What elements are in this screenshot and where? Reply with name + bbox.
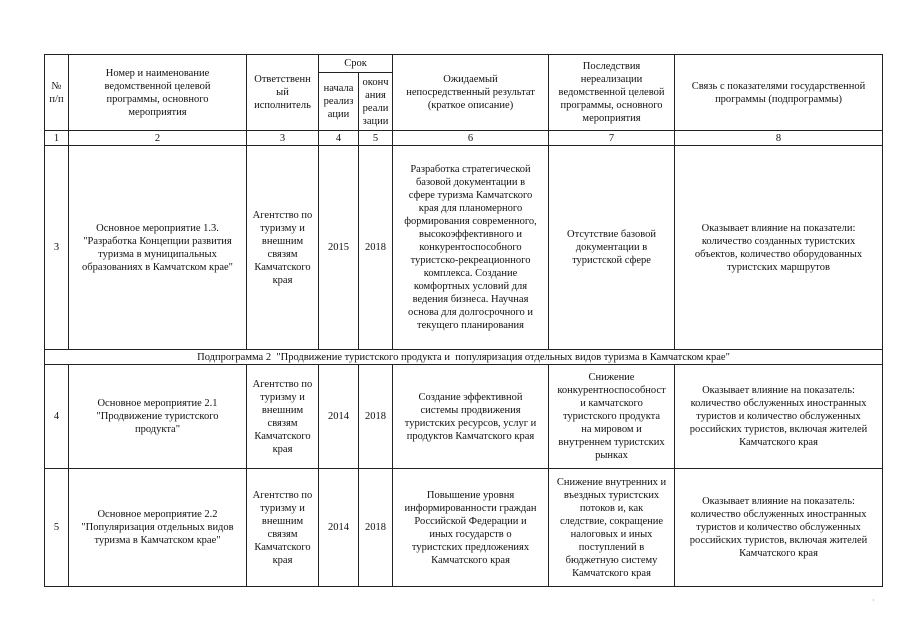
header-consequences: Последствия нереализации ведомственной целевой программы, основного мероприятия — [549, 55, 675, 131]
row-start: 2014 — [319, 469, 359, 587]
header-period: Срок — [319, 55, 393, 73]
row-link: Оказывает влияние на показатель: количество обслуженных иностранных туристов и количество обслуженных российских туристов, включая жителей Камчатского края — [675, 365, 883, 469]
row-start: 2015 — [319, 146, 359, 350]
header-expected: Ожидаемый непосредственный результат (краткое описание) — [393, 55, 549, 131]
header-program: Номер и наименование ведомственной целевой программы, основного мероприятия — [69, 55, 247, 131]
row-expected: Создание эффективной системы продвижения туристских ресурсов, услуг и продуктов Камчатского края — [393, 365, 549, 469]
row-end: 2018 — [359, 469, 393, 587]
row-number: 3 — [45, 146, 69, 350]
header-responsible: Ответственн ый исполнитель — [247, 55, 319, 131]
table-row — [45, 365, 883, 469]
row-number: 4 — [45, 365, 69, 469]
subprogram-row — [45, 350, 883, 365]
row-consequences: Снижение конкурентноспособност и камчатского туристского продукта на мировом и внутреннем туристских рынках — [549, 365, 675, 469]
row-expected: Повышение уровня информированности граждан Российской Федерации и иных государств о туристских предложениях Камчатского края — [393, 469, 549, 587]
row-number: 5 — [45, 469, 69, 587]
measures-table — [44, 54, 883, 587]
column-number-row — [45, 131, 883, 146]
row-start: 2014 — [319, 365, 359, 469]
column-number: 5 — [359, 131, 393, 146]
column-number: 6 — [393, 131, 549, 146]
row-consequences: Отсутствие базовой документации в туристской сфере — [549, 146, 675, 350]
row-program: Основное мероприятие 1.3. "Разработка Концепции развития туризма в муниципальных образованиях в Камчатском крае" — [69, 146, 247, 350]
column-number: 1 — [45, 131, 69, 146]
header-start: начала реализ ации — [319, 73, 359, 131]
column-number: 2 — [69, 131, 247, 146]
column-number: 8 — [675, 131, 883, 146]
row-program: Основное мероприятие 2.1 "Продвижение туристского продукта" — [69, 365, 247, 469]
row-responsible: Агентство по туризму и внешним связям Камчатского края — [247, 469, 319, 587]
header-link: Связь с показателями государственной программы (подпрограммы) — [675, 55, 883, 131]
scan-speck: · — [872, 596, 875, 605]
row-responsible: Агентство по туризму и внешним связям Камчатского края — [247, 365, 319, 469]
row-responsible: Агентство по туризму и внешним связям Камчатского края — [247, 146, 319, 350]
row-expected: Разработка стратегической базовой документации в сфере туризма Камчатского края для планомерного формирования современного, высокоэффективного и конкурентоспособного туристско-рекреационного комплекса. Создание комфортных условий для ведения бизнеса. Научная основа для долгосрочного и текущего планирования — [393, 146, 549, 350]
header-no: № п/п — [45, 55, 69, 131]
row-program: Основное мероприятие 2.2 "Популяризация отдельных видов туризма в Камчатском крае" — [69, 469, 247, 587]
column-number: 4 — [319, 131, 359, 146]
row-end: 2018 — [359, 146, 393, 350]
header-row-top — [45, 55, 883, 73]
row-link: Оказывает влияние на показатель: количество обслуженных иностранных туристов и количество обслуженных российских туристов, включая жителей Камчатского края — [675, 469, 883, 587]
header-end: оконч ания реали зации — [359, 73, 393, 131]
row-consequences: Снижение внутренних и въездных туристских потоков и, как следствие, сокращение налоговых и иных поступлений в бюджетную систему Камчатского края — [549, 469, 675, 587]
table-row — [45, 469, 883, 587]
table-row — [45, 146, 883, 350]
row-end: 2018 — [359, 365, 393, 469]
row-link: Оказывает влияние на показатели: количество созданных туристских объектов, количество оборудованных туристских маршрутов — [675, 146, 883, 350]
column-number: 7 — [549, 131, 675, 146]
column-number: 3 — [247, 131, 319, 146]
subprogram-title: Подпрограмма 2 "Продвижение туристского продукта и популяризация отдельных видов туризма в Камчатском крае" — [45, 350, 883, 365]
